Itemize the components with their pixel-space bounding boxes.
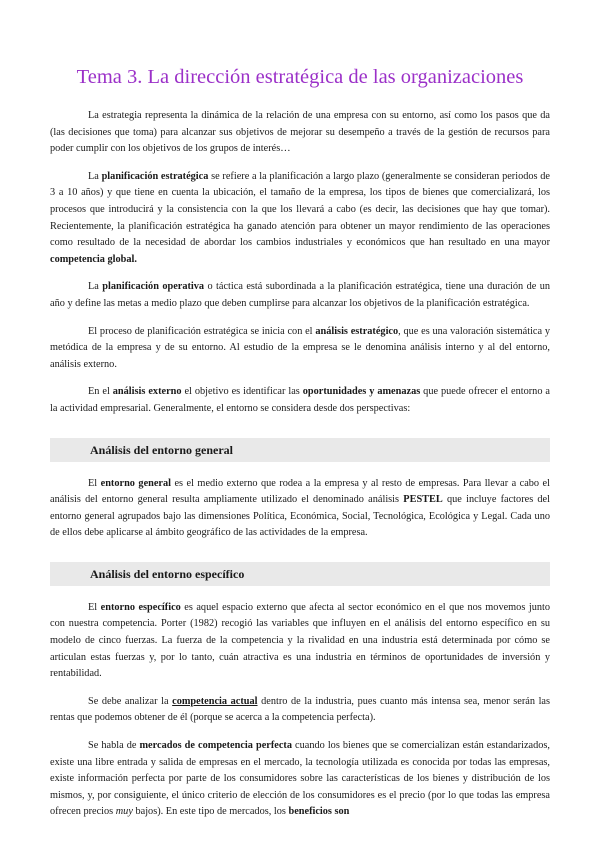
term-competencia-actual: competencia actual <box>172 695 258 707</box>
term-analisis-estrategico: análisis estratégico <box>315 325 399 337</box>
term-planificacion-estrategica: planificación estratégica <box>101 170 209 182</box>
text-run: que puede ofrecer el entorno a la actividad empresarial. Generalmente, el entorno se considera desde dos perspectivas: <box>50 386 551 414</box>
text-run: es aquel espacio externo que afecta al sector económico en el que nos movemos junto con nuestra competencia. Porter (1982) recogió las variables que influyen en el análisis del entorno específico en su modelo de cinco fuerzas. La fuerza de la competencia y la rivalidad en una industria está determinada por cómo se articulan estas fuerzas y, por lo tanto, cuán atractiva es una industria en términos de oportunidades de inversión y rentabilidad. <box>50 601 550 680</box>
text-run: Se debe analizar la <box>88 695 173 707</box>
text-run: El proceso de planificación estratégica se inicia con el <box>88 325 316 337</box>
text-run: bajos). En este tipo de mercados, los <box>132 806 289 818</box>
document-title: Tema 3. La dirección estratégica de las organizaciones <box>76 66 524 88</box>
document-body <box>50 108 550 832</box>
text-run: dentro de la industria, pues cuanto más intensa sea, menor serán las rentas que podemos obtener de él (porque se acerca a la competencia perfecta). <box>50 695 551 724</box>
section-heading-entorno-general: Análisis del entorno general <box>50 438 550 462</box>
text-run: el objetivo es identificar las <box>181 386 303 398</box>
term-entorno-especifico: entorno específico <box>100 601 181 613</box>
term-mercados-competencia-perfecta: mercados de competencia perfecta <box>139 740 292 752</box>
text-run: El <box>88 477 101 489</box>
term-entorno-general: entorno general <box>100 477 172 489</box>
paragraph-competencia-perfecta <box>50 738 550 821</box>
text-run: En el <box>88 386 113 398</box>
text-run: , que es una valoración sistemática y metódica de la empresa y de su entorno. Al estudio de la empresa se le denomina análisis interno y al del entorno, análisis externo. <box>50 325 550 370</box>
term-pestel: PESTEL <box>403 494 443 506</box>
term-planificacion-operativa: planificación operativa <box>102 281 205 293</box>
paragraph-entorno-general <box>50 476 550 542</box>
text-run: o táctica está subordinada a la planificación estratégica, tiene una duración de un año y define las metas a medio plazo que deben cumplirse para alcanzar los objetivos de la planificación estratégica. <box>50 281 551 309</box>
section-heading-entorno-especifico: Análisis del entorno específico <box>50 562 550 586</box>
term-analisis-externo: análisis externo <box>112 386 182 398</box>
text-run: Se habla de <box>88 740 140 752</box>
italic-word: muy <box>115 806 133 818</box>
text-run: se refiere a la planificación a largo plazo (generalmente se consideran periodos de 3 a 10 años) y que tiene en cuenta la ubicación, el tamaño de la empresa, los tipos de bienes que comercializará, los procesos que introducirá y la consistencia con la que los llevará a cabo (es decir, las decisiones que hay que tomar). Recientemente, la planificación estratégica ha ganado atención para obtener un mayor rendimiento de las operaciones como resultado de la necesidad de abordar los cambios industriales y económicos que han resultado en una mayor <box>50 170 550 249</box>
text-run: que incluye factores del entorno general agrupados bajo las dimensiones Política, Económica, Social, Tecnológica, Ecológica y Legal. Cada uno de ellos debe aplicarse al ámbito geográfico de las actividades de la empresa. <box>50 494 550 539</box>
text-run: La <box>88 281 103 293</box>
paragraph-analisis-estrategico <box>50 324 550 374</box>
term-competencia-global: competencia global. <box>50 253 137 265</box>
term-beneficios: beneficios son <box>288 806 350 818</box>
text-run: La <box>88 170 102 182</box>
text-run: El <box>88 601 101 613</box>
paragraph-planificacion-estrategica <box>50 169 550 269</box>
term-oportunidades-amenazas: oportunidades y amenazas <box>302 386 421 398</box>
paragraph-analisis-externo <box>50 384 550 417</box>
text-run: es el medio externo que rodea a la empresa y al resto de empresas. Para llevar a cabo el análisis del entorno general resulta ampliamente utilizado el denominado análisis <box>50 477 550 506</box>
text-run: cuando los bienes que se comercializan están estandarizados, existe una libre entrada y salida de empresas en el mercado, la tecnología utilizada es conocida por todas las empresas, existe información perfecta por parte de los consumidores sobre las características de los bienes y distribución de los mismos, y, por consiguiente, el único criterio de elección de los consumidores es el precio (por lo que todas las empresa ofrecen precios <box>50 740 550 818</box>
paragraph-planificacion-operativa <box>50 279 550 312</box>
paragraph-competencia-actual <box>50 694 550 727</box>
paragraph-entorno-especifico <box>50 600 550 683</box>
paragraph-intro: La estrategia representa la dinámica de la relación de una empresa con su entorno, así como los pasos que da (las decisiones que toma) para alcanzar sus objetivos de mejorar su desempeño a través de la gestión de recursos para poder cumplir con los objetivos de los grupos de interés… <box>50 110 550 155</box>
